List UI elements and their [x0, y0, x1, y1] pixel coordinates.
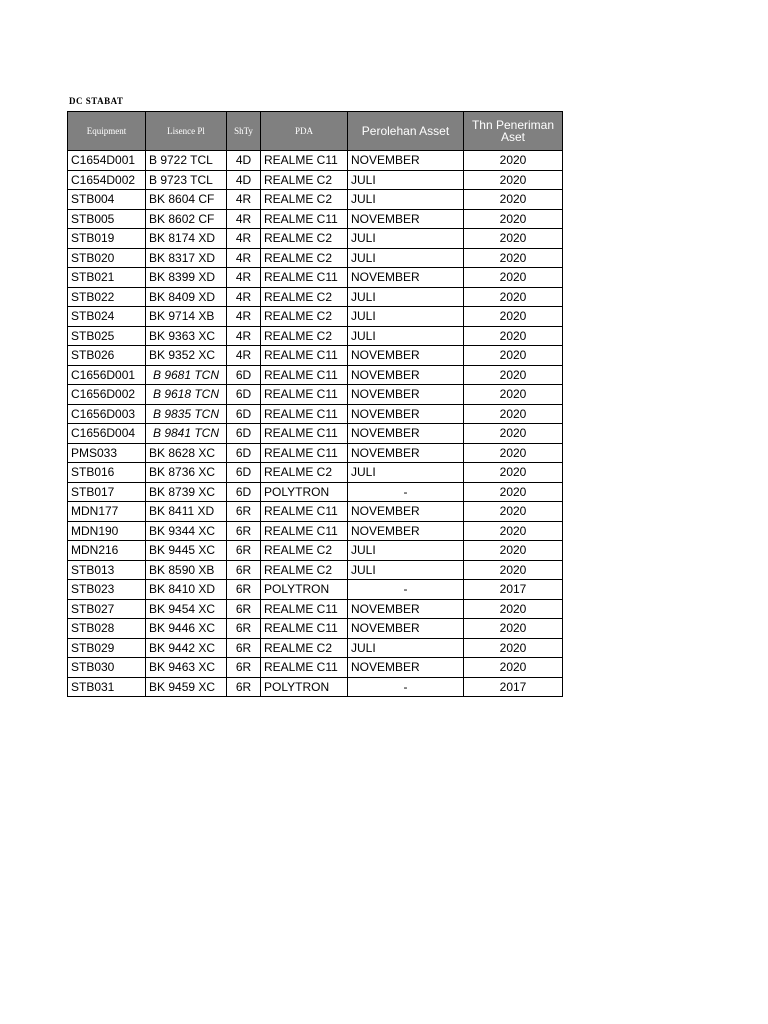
cell-type[interactable]: 6D [227, 482, 261, 502]
cell-perolehan[interactable]: JULI [348, 190, 464, 210]
cell-equipment[interactable]: STB024 [68, 307, 146, 327]
cell-equipment[interactable]: STB030 [68, 658, 146, 678]
cell-perolehan[interactable]: - [348, 677, 464, 697]
cell-type[interactable]: 6R [227, 677, 261, 697]
cell-license-plate[interactable]: BK 9454 XC [146, 599, 227, 619]
table-row [68, 170, 563, 190]
cell-equipment[interactable]: C1656D003 [68, 404, 146, 424]
cell-equipment[interactable]: STB028 [68, 619, 146, 639]
cell-pda[interactable]: REALME C2 [261, 248, 348, 268]
cell-year[interactable]: 2020 [464, 287, 563, 307]
header-license-plate[interactable]: Lisence Pl [146, 112, 227, 151]
cell-year[interactable]: 2020 [464, 385, 563, 405]
cell-perolehan[interactable]: JULI [348, 326, 464, 346]
cell-license-plate[interactable]: BK 8399 XD [146, 268, 227, 288]
cell-year[interactable]: 2020 [464, 443, 563, 463]
cell-year[interactable]: 2020 [464, 346, 563, 366]
cell-perolehan[interactable]: NOVEMBER [348, 385, 464, 405]
cell-year[interactable]: 2020 [464, 404, 563, 424]
cell-year[interactable]: 2020 [464, 560, 563, 580]
cell-type[interactable]: 4R [227, 190, 261, 210]
table-row [68, 365, 563, 385]
table-row [68, 619, 563, 639]
table-row [68, 521, 563, 541]
cell-year[interactable]: 2020 [464, 502, 563, 522]
cell-year[interactable]: 2020 [464, 521, 563, 541]
table-row [68, 209, 563, 229]
cell-year[interactable]: 2020 [464, 248, 563, 268]
cell-pda[interactable]: REALME C11 [261, 443, 348, 463]
cell-license-plate[interactable]: BK 9446 XC [146, 619, 227, 639]
cell-license-plate[interactable]: B 9618 TCN [146, 385, 227, 405]
table-row [68, 658, 563, 678]
cell-perolehan[interactable]: JULI [348, 287, 464, 307]
cell-license-plate[interactable]: B 9681 TCN [146, 365, 227, 385]
cell-license-plate[interactable]: BK 9442 XC [146, 638, 227, 658]
cell-pda[interactable]: REALME C2 [261, 638, 348, 658]
cell-perolehan[interactable]: JULI [348, 560, 464, 580]
table-row [68, 248, 563, 268]
table-row [68, 268, 563, 288]
cell-license-plate[interactable]: BK 9445 XC [146, 541, 227, 561]
cell-equipment[interactable]: STB004 [68, 190, 146, 210]
cell-type[interactable]: 6R [227, 541, 261, 561]
cell-pda[interactable]: POLYTRON [261, 677, 348, 697]
cell-equipment[interactable]: STB016 [68, 463, 146, 483]
cell-year[interactable]: 2020 [464, 619, 563, 639]
table-row [68, 151, 563, 171]
table-row [68, 463, 563, 483]
cell-license-plate[interactable]: BK 9363 XC [146, 326, 227, 346]
cell-year[interactable]: 2020 [464, 463, 563, 483]
cell-year[interactable]: 2020 [464, 170, 563, 190]
cell-license-plate[interactable]: B 9841 TCN [146, 424, 227, 444]
cell-year[interactable]: 2020 [464, 638, 563, 658]
cell-license-plate[interactable]: BK 8590 XB [146, 560, 227, 580]
cell-pda[interactable]: REALME C11 [261, 209, 348, 229]
cell-perolehan[interactable]: NOVEMBER [348, 346, 464, 366]
table-row [68, 307, 563, 327]
cell-year[interactable]: 2020 [464, 424, 563, 444]
cell-equipment[interactable]: STB020 [68, 248, 146, 268]
cell-type[interactable]: 4R [227, 248, 261, 268]
cell-equipment[interactable]: STB029 [68, 638, 146, 658]
cell-license-plate[interactable]: BK 9344 XC [146, 521, 227, 541]
cell-license-plate[interactable]: BK 8174 XD [146, 229, 227, 249]
cell-license-plate[interactable]: BK 8628 XC [146, 443, 227, 463]
cell-type[interactable]: 6D [227, 365, 261, 385]
cell-pda[interactable]: REALME C2 [261, 170, 348, 190]
cell-license-plate[interactable]: BK 9459 XC [146, 677, 227, 697]
cell-pda[interactable]: REALME C2 [261, 307, 348, 327]
cell-pda[interactable]: POLYTRON [261, 580, 348, 600]
table-row [68, 326, 563, 346]
table-row [68, 638, 563, 658]
table-row [68, 677, 563, 697]
cell-license-plate[interactable]: B 9835 TCN [146, 404, 227, 424]
cell-equipment[interactable]: PMS033 [68, 443, 146, 463]
table-row [68, 229, 563, 249]
cell-license-plate[interactable]: BK 8736 XC [146, 463, 227, 483]
header-type[interactable]: ShTy [227, 112, 261, 151]
header-row [68, 112, 563, 151]
cell-pda[interactable]: REALME C2 [261, 560, 348, 580]
cell-equipment[interactable]: STB021 [68, 268, 146, 288]
cell-license-plate[interactable]: BK 9352 XC [146, 346, 227, 366]
cell-year[interactable]: 2020 [464, 482, 563, 502]
cell-pda[interactable]: REALME C2 [261, 326, 348, 346]
cell-equipment[interactable]: STB022 [68, 287, 146, 307]
table-row [68, 404, 563, 424]
header-perolehan-asset[interactable]: Perolehan Asset [348, 112, 464, 151]
cell-equipment[interactable]: C1654D001 [68, 151, 146, 171]
cell-type[interactable]: 6R [227, 619, 261, 639]
cell-pda[interactable]: REALME C2 [261, 229, 348, 249]
cell-type[interactable]: 4R [227, 268, 261, 288]
cell-pda[interactable]: REALME C11 [261, 619, 348, 639]
cell-perolehan[interactable]: NOVEMBER [348, 443, 464, 463]
cell-equipment[interactable]: MDN216 [68, 541, 146, 561]
cell-license-plate[interactable]: B 9722 TCL [146, 151, 227, 171]
cell-perolehan[interactable]: JULI [348, 638, 464, 658]
header-thn-peneriman-aset[interactable]: Thn Peneriman Aset [464, 112, 563, 151]
cell-perolehan[interactable]: JULI [348, 229, 464, 249]
table-row [68, 443, 563, 463]
cell-perolehan[interactable]: NOVEMBER [348, 502, 464, 522]
table-row [68, 599, 563, 619]
cell-year[interactable]: 2020 [464, 599, 563, 619]
cell-type[interactable]: 4R [227, 346, 261, 366]
cell-license-plate[interactable]: B 9723 TCL [146, 170, 227, 190]
cell-pda[interactable]: REALME C11 [261, 502, 348, 522]
cell-type[interactable]: 6R [227, 502, 261, 522]
cell-perolehan[interactable]: NOVEMBER [348, 209, 464, 229]
cell-equipment[interactable]: MDN177 [68, 502, 146, 522]
cell-equipment[interactable]: STB013 [68, 560, 146, 580]
cell-pda[interactable]: REALME C2 [261, 541, 348, 561]
cell-pda[interactable]: REALME C11 [261, 268, 348, 288]
table-row [68, 482, 563, 502]
table-row [68, 580, 563, 600]
cell-license-plate[interactable]: BK 8602 CF [146, 209, 227, 229]
cell-type[interactable]: 4R [227, 307, 261, 327]
cell-license-plate[interactable]: BK 8739 XC [146, 482, 227, 502]
cell-license-plate[interactable]: BK 9714 XB [146, 307, 227, 327]
cell-perolehan[interactable]: JULI [348, 463, 464, 483]
cell-pda[interactable]: REALME C2 [261, 190, 348, 210]
cell-pda[interactable]: REALME C11 [261, 365, 348, 385]
cell-year[interactable]: 2020 [464, 190, 563, 210]
table-row [68, 502, 563, 522]
cell-perolehan[interactable]: NOVEMBER [348, 424, 464, 444]
cell-type[interactable]: 6R [227, 521, 261, 541]
cell-perolehan[interactable]: JULI [348, 248, 464, 268]
cell-perolehan[interactable]: - [348, 482, 464, 502]
cell-equipment[interactable]: STB017 [68, 482, 146, 502]
cell-year[interactable]: 2020 [464, 209, 563, 229]
cell-equipment[interactable]: C1656D002 [68, 385, 146, 405]
table-row [68, 560, 563, 580]
cell-type[interactable]: 6R [227, 658, 261, 678]
cell-equipment[interactable]: STB026 [68, 346, 146, 366]
cell-type[interactable]: 6D [227, 404, 261, 424]
cell-equipment[interactable]: STB019 [68, 229, 146, 249]
cell-perolehan[interactable]: NOVEMBER [348, 151, 464, 171]
cell-pda[interactable]: REALME C2 [261, 463, 348, 483]
cell-perolehan[interactable]: JULI [348, 307, 464, 327]
cell-year[interactable]: 2020 [464, 268, 563, 288]
cell-equipment[interactable]: MDN190 [68, 521, 146, 541]
sheet-title: DC STABAT [69, 96, 124, 106]
cell-equipment[interactable]: C1654D002 [68, 170, 146, 190]
table-row [68, 287, 563, 307]
cell-year[interactable]: 2020 [464, 541, 563, 561]
cell-pda[interactable]: REALME C11 [261, 346, 348, 366]
cell-year[interactable]: 2017 [464, 580, 563, 600]
cell-perolehan[interactable]: NOVEMBER [348, 404, 464, 424]
cell-perolehan[interactable]: NOVEMBER [348, 365, 464, 385]
asset-table [67, 111, 563, 697]
cell-equipment[interactable]: STB023 [68, 580, 146, 600]
cell-license-plate[interactable]: BK 9463 XC [146, 658, 227, 678]
cell-pda[interactable]: REALME C11 [261, 658, 348, 678]
cell-pda[interactable]: REALME C11 [261, 599, 348, 619]
table-row [68, 385, 563, 405]
cell-perolehan[interactable]: NOVEMBER [348, 619, 464, 639]
cell-perolehan[interactable]: JULI [348, 170, 464, 190]
table-row [68, 424, 563, 444]
cell-equipment[interactable]: STB025 [68, 326, 146, 346]
cell-perolehan[interactable]: - [348, 580, 464, 600]
cell-license-plate[interactable]: BK 8604 CF [146, 190, 227, 210]
cell-type[interactable]: 4R [227, 326, 261, 346]
cell-type[interactable]: 4R [227, 209, 261, 229]
cell-pda[interactable]: REALME C2 [261, 287, 348, 307]
cell-year[interactable]: 2020 [464, 229, 563, 249]
cell-year[interactable]: 2020 [464, 365, 563, 385]
cell-equipment[interactable]: STB005 [68, 209, 146, 229]
cell-type[interactable]: 4R [227, 229, 261, 249]
cell-perolehan[interactable]: NOVEMBER [348, 599, 464, 619]
cell-perolehan[interactable]: NOVEMBER [348, 658, 464, 678]
cell-pda[interactable]: REALME C11 [261, 404, 348, 424]
cell-type[interactable]: 6D [227, 385, 261, 405]
header-pda[interactable]: PDA [261, 112, 348, 151]
cell-type[interactable]: 6R [227, 560, 261, 580]
cell-perolehan[interactable]: JULI [348, 541, 464, 561]
cell-perolehan[interactable]: NOVEMBER [348, 521, 464, 541]
table-row [68, 346, 563, 366]
cell-pda[interactable]: REALME C11 [261, 521, 348, 541]
table-row [68, 190, 563, 210]
cell-type[interactable]: 4D [227, 151, 261, 171]
cell-license-plate[interactable]: BK 8317 XD [146, 248, 227, 268]
cell-year[interactable]: 2020 [464, 658, 563, 678]
cell-type[interactable]: 4R [227, 287, 261, 307]
cell-type[interactable]: 6D [227, 424, 261, 444]
cell-license-plate[interactable]: BK 8411 XD [146, 502, 227, 522]
cell-type[interactable]: 6R [227, 580, 261, 600]
cell-year[interactable]: 2017 [464, 677, 563, 697]
cell-equipment[interactable]: C1656D004 [68, 424, 146, 444]
cell-license-plate[interactable]: BK 8410 XD [146, 580, 227, 600]
cell-year[interactable]: 2020 [464, 326, 563, 346]
cell-equipment[interactable]: STB031 [68, 677, 146, 697]
table-row [68, 541, 563, 561]
cell-type[interactable]: 6D [227, 443, 261, 463]
table-body [68, 151, 563, 697]
cell-pda[interactable]: REALME C11 [261, 151, 348, 171]
cell-perolehan[interactable]: NOVEMBER [348, 268, 464, 288]
cell-pda[interactable]: POLYTRON [261, 482, 348, 502]
cell-pda[interactable]: REALME C11 [261, 385, 348, 405]
header-equipment[interactable]: Equipment [68, 112, 146, 151]
cell-license-plate[interactable]: BK 8409 XD [146, 287, 227, 307]
cell-type[interactable]: 6D [227, 463, 261, 483]
cell-type[interactable]: 6R [227, 599, 261, 619]
cell-type[interactable]: 4D [227, 170, 261, 190]
cell-year[interactable]: 2020 [464, 307, 563, 327]
cell-pda[interactable]: REALME C11 [261, 424, 348, 444]
cell-equipment[interactable]: C1656D001 [68, 365, 146, 385]
cell-type[interactable]: 6R [227, 638, 261, 658]
cell-year[interactable]: 2020 [464, 151, 563, 171]
cell-equipment[interactable]: STB027 [68, 599, 146, 619]
